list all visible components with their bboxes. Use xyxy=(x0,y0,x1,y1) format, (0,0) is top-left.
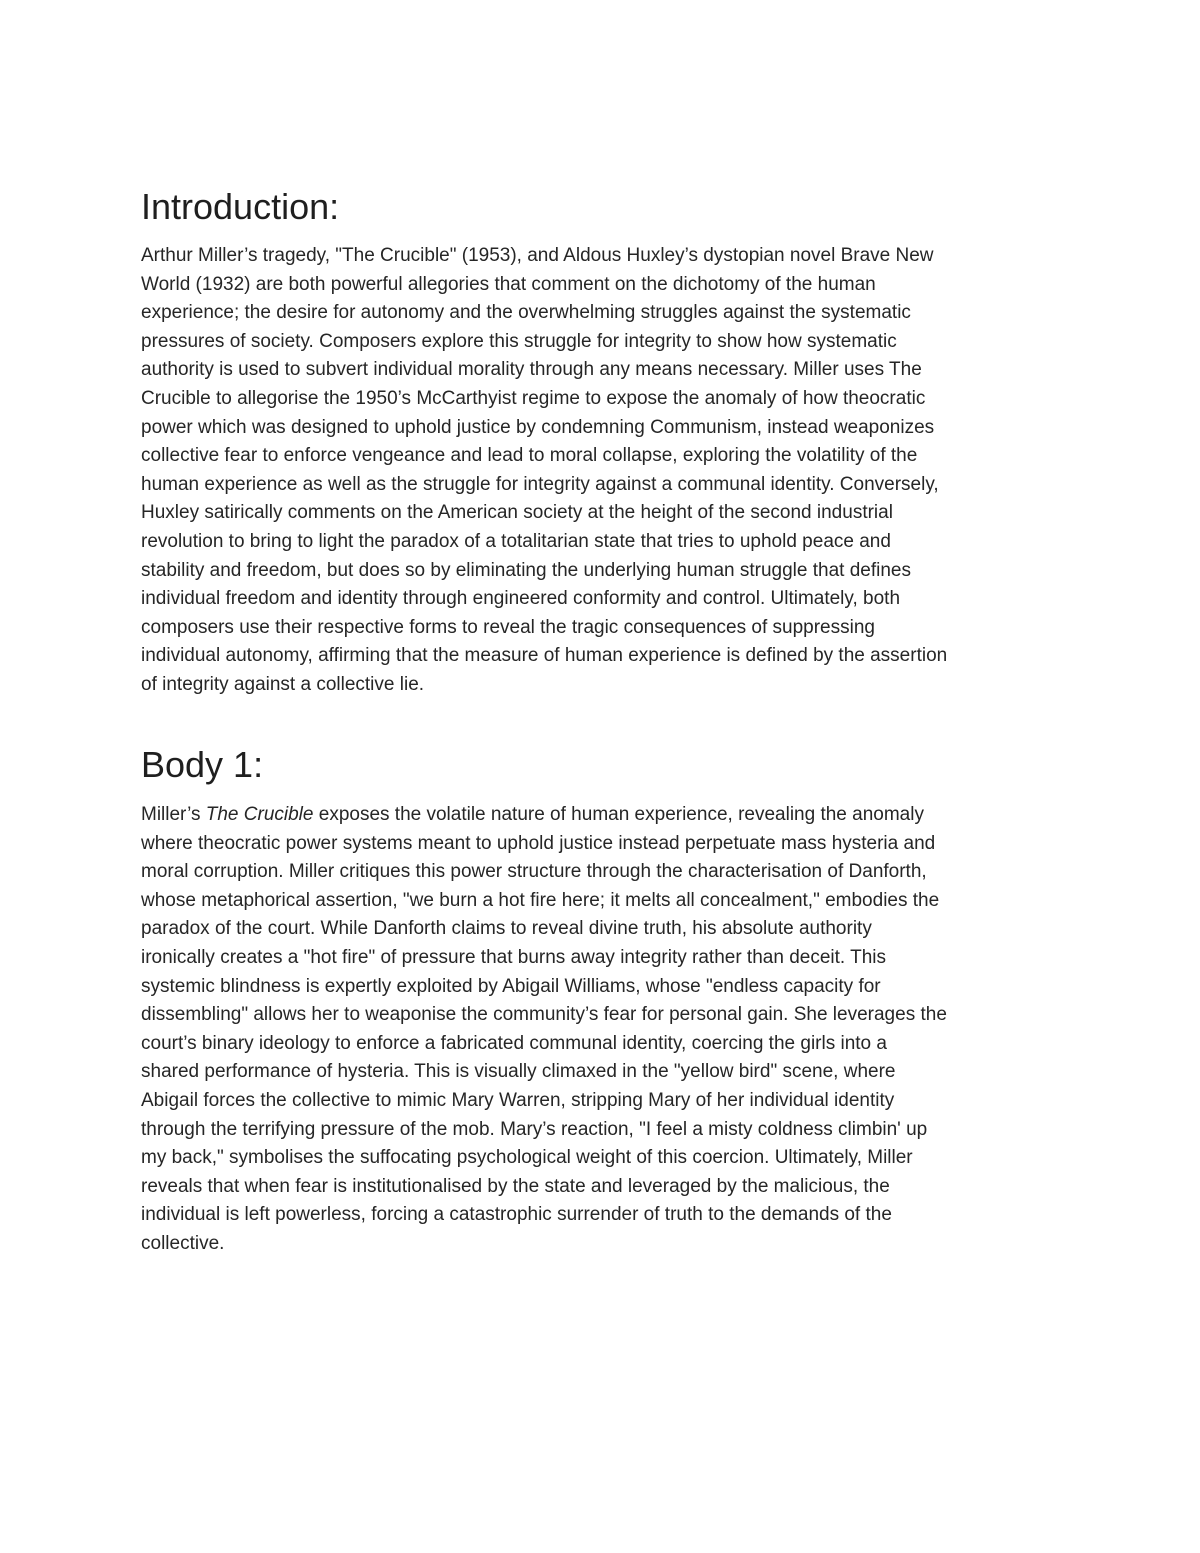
paragraph-line: through the terrifying pressure of the mob. Mary’s reaction, "I feel a misty coldness climbin' up xyxy=(141,1118,928,1140)
body-1-heading: Body 1: xyxy=(141,744,264,785)
paragraph-line: individual is left powerless, forcing a catastrophic surrender of truth to the demands of the xyxy=(141,1204,892,1226)
line-suffix: exposes the volatile nature of human experience, revealing the anomaly xyxy=(313,804,924,825)
paragraph-line: systemic blindness is expertly exploited by Abigail Williams, whose "endless capacity for xyxy=(141,975,881,997)
introduction-paragraph xyxy=(141,242,1066,700)
paragraph-line: dissembling" allows her to weaponise the community’s fear for personal gain. She leverages the xyxy=(141,1004,947,1026)
paragraph-line: power which was designed to uphold justice by condemning Communism, instead weaponizes xyxy=(141,416,935,438)
paragraph-line: experience; the desire for autonomy and the overwhelming struggles against the systematic xyxy=(141,302,911,324)
paragraph-line: whose metaphorical assertion, "we burn a hot fire here; it melts all concealment," embodies the xyxy=(141,889,940,911)
paragraph-line: Abigail forces the collective to mimic Mary Warren, stripping Mary of her individual identity xyxy=(141,1089,895,1111)
paragraph-line: reveals that when fear is institutionalised by the state and leveraged by the malicious, the xyxy=(141,1175,890,1197)
paragraph-line: Arthur Miller’s tragedy, "The Crucible" (1953), and Aldous Huxley’s dystopian novel Brave New xyxy=(141,245,934,266)
paragraph-line: individual freedom and identity through engineered conformity and control. Ultimately, both xyxy=(141,588,901,610)
paragraph-line: of integrity against a collective lie. xyxy=(141,673,425,695)
line-prefix: Miller’s xyxy=(141,804,206,825)
paragraph-line: pressures of society. Composers explore this struggle for integrity to show how systematic xyxy=(141,330,897,352)
paragraph-line: court’s binary ideology to enforce a fabricated communal identity, coercing the girls into a xyxy=(141,1032,887,1054)
paragraph-line: moral corruption. Miller critiques this power structure through the characterisation of Danforth, xyxy=(141,861,927,883)
paragraph-line: human experience as well as the struggle for integrity against a communal identity. Conversely, xyxy=(141,473,939,495)
body-1-paragraph xyxy=(141,801,1066,1259)
paragraph-line: shared performance of hysteria. This is visually climaxed in the "yellow bird" scene, where xyxy=(141,1061,896,1083)
paragraph-line: collective. xyxy=(141,1232,225,1254)
paragraph-line: composers use their respective forms to reveal the tragic consequences of suppressing xyxy=(141,616,875,638)
paragraph-line: World (1932) are both powerful allegories that comment on the dichotomy of the human xyxy=(141,273,876,295)
paragraph-line: Crucible to allegorise the 1950’s McCarthyist regime to expose the anomaly of how theocratic xyxy=(141,387,926,409)
paragraph-line: individual autonomy, affirming that the measure of human experience is defined by the assertion xyxy=(141,645,948,667)
paragraph-line: authority is used to subvert individual morality through any means necessary. Miller uses The xyxy=(141,359,922,381)
paragraph-line: ironically creates a "hot fire" of pressure that burns away integrity rather than deceit. This xyxy=(141,946,886,968)
paragraph-line: paradox of the court. While Danforth claims to reveal divine truth, his absolute authority xyxy=(141,918,872,940)
paragraph-line: revolution to bring to light the paradox of a totalitarian state that tries to uphold peace and xyxy=(141,530,891,552)
paragraph-line: collective fear to enforce vengeance and lead to moral collapse, exploring the volatility of the xyxy=(141,445,918,467)
paragraph-line: my back," symbolises the suffocating psychological weight of this coercion. Ultimately, Miller xyxy=(141,1147,913,1169)
introduction-heading: Introduction: xyxy=(141,186,340,227)
paragraph-line: Huxley satirically comments on the American society at the height of the second industrial xyxy=(141,502,893,524)
paragraph-line: where theocratic power systems meant to uphold justice instead perpetuate mass hysteria and xyxy=(141,832,936,854)
work-title-italic: The Crucible xyxy=(205,804,314,825)
paragraph-line: stability and freedom, but does so by eliminating the underlying human struggle that defines xyxy=(141,559,911,581)
paragraph-line xyxy=(141,801,1066,830)
